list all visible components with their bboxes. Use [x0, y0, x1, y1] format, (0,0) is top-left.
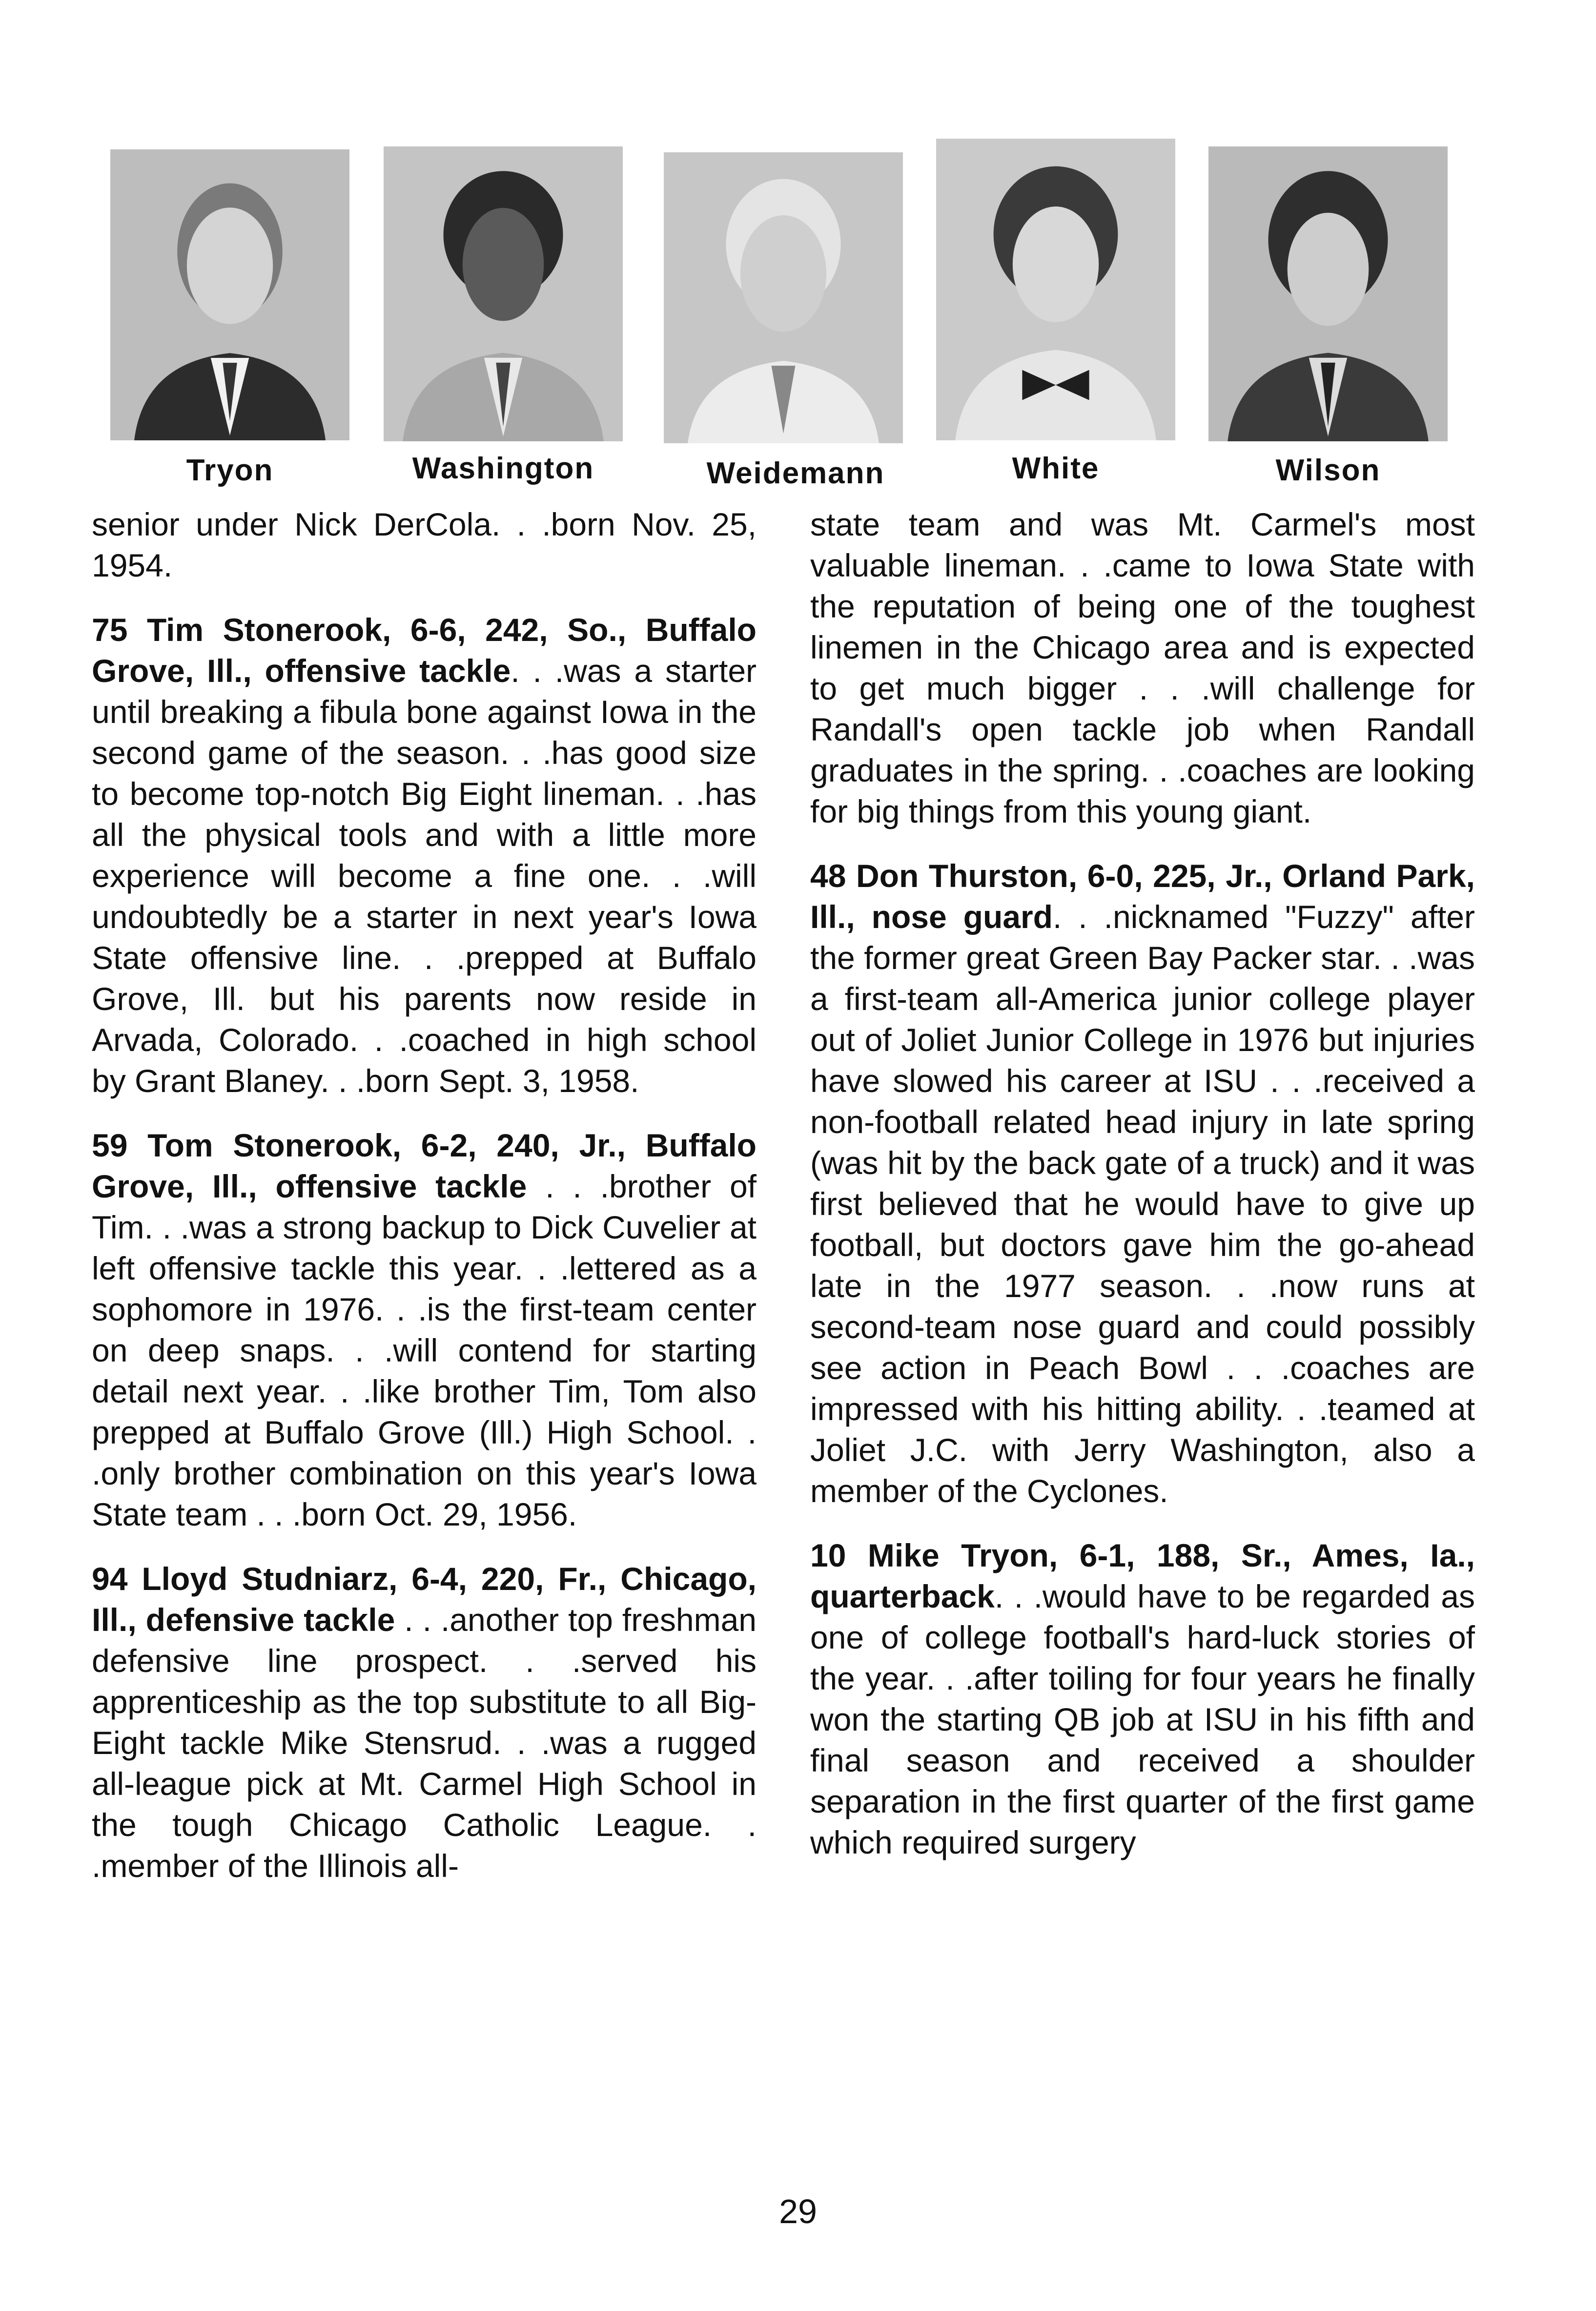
bio-continuation: senior under Nick DerCola. . .born Nov. 25, 1954.	[92, 506, 757, 583]
bio-heading: 94 Lloyd Studniarz, 6-4, 220, Fr., Chicago, Ill., defensive tackle	[92, 1561, 757, 1638]
photo-tryon	[110, 149, 349, 440]
caption-wilson: Wilson	[1275, 454, 1381, 487]
left-column	[92, 504, 757, 1910]
caption-tryon: Tryon	[186, 454, 274, 487]
photo-washington	[384, 146, 623, 441]
bio-heading: 59 Tom Stonerook, 6-2, 240, Jr., Buffalo Grove, Ill., offensive tackle	[92, 1127, 757, 1204]
caption-weidemann: Weidemann	[706, 456, 885, 490]
page-number: 29	[779, 2192, 817, 2230]
right-column	[810, 504, 1475, 1886]
photo-wilson	[1208, 146, 1448, 441]
caption-washington: Washington	[412, 452, 594, 485]
bio-paragraph	[810, 1535, 1475, 1863]
bio-body: . . .another top freshman defensive line prospect. . .served his apprenticeship as the top substitute to all Big-Eight tackle Mike Stensrud. . .was a rugged all-league pick at Mt. Carmel High School in the tough Chicago Catholic League. . .member of the Illinois all-	[92, 1602, 757, 1884]
bio-paragraph	[92, 1125, 757, 1535]
photo-weidemann	[664, 152, 903, 443]
bio-paragraph	[92, 504, 757, 586]
bio-continuation: state team and was Mt. Carmel's most valuable lineman. . .came to Iowa State with the reputation of being one of the toughest linemen in the Chicago area and is expected to get much bigger . . .will challenge for Randall's open tackle job when Randall graduates in the spring. . .coaches are looking for big things from this young giant.	[810, 506, 1475, 829]
bio-body: . . .would have to be regarded as one of college football's hard-luck stories of the year. . .after toiling for four years he finally won the starting QB job at ISU in his fifth and final season and received a shoulder separation in the first quarter of the first game which required surgery	[810, 1578, 1475, 1860]
bio-body: . . .nicknamed "Fuzzy" after the former great Green Bay Packer star. . .was a first-team all-America junior college player out of Joliet Junior College in 1976 but injuries have slowed his career at ISU . . .received a non-football related head injury in late spring (was hit by the back gate of a truck) and it was first believed that he would have to give up football, but doctors gave him the go-ahead late in the 1977 season. . .now runs at second-team nose guard and could possibly see action in Peach Bowl . . .coaches are impressed with his hitting ability. . .teamed at Joliet J.C. with Jerry Washington, also a member of the Cyclones.	[810, 899, 1475, 1509]
bio-heading: 75 Tim Stonerook, 6-6, 242, So., Buffalo Grove, Ill., offensive tackle	[92, 612, 757, 689]
bio-paragraph	[92, 1558, 757, 1886]
bio-paragraph	[92, 609, 757, 1101]
caption-white: White	[1012, 452, 1100, 485]
bio-body: . . .was a starter until breaking a fibula bone against Iowa in the second game of the season. . .has good size to become top-notch Big Eight lineman. . .has all the physical tools and with a little more experience will become a fine one. . .will undoubtedly be a starter in next year's Iowa State offensive line. . .prepped at Buffalo Grove, Ill. but his parents now reside in Arvada, Colorado. . .coached in high school by Grant Blaney. . .born Sept. 3, 1958.	[92, 653, 757, 1099]
photo-white	[936, 139, 1175, 440]
bio-paragraph	[810, 855, 1475, 1511]
bio-heading: 10 Mike Tryon, 6-1, 188, Sr., Ames, Ia., quarterback	[810, 1537, 1475, 1614]
bio-heading: 48 Don Thurston, 6-0, 225, Jr., Orland Park, Ill., nose guard	[810, 858, 1475, 935]
bio-body: . . .brother of Tim. . .was a strong backup to Dick Cuvelier at left offensive tackle this year. . .lettered as a sophomore in 1976. . .is the first-team center on deep snaps. . .will contend for starting detail next year. . .like brother Tim, Tom also prepped at Buffalo Grove (Ill.) High School. . .only brother combination on this year's Iowa State team . . .born Oct. 29, 1956.	[92, 1168, 757, 1532]
bio-paragraph	[810, 504, 1475, 832]
